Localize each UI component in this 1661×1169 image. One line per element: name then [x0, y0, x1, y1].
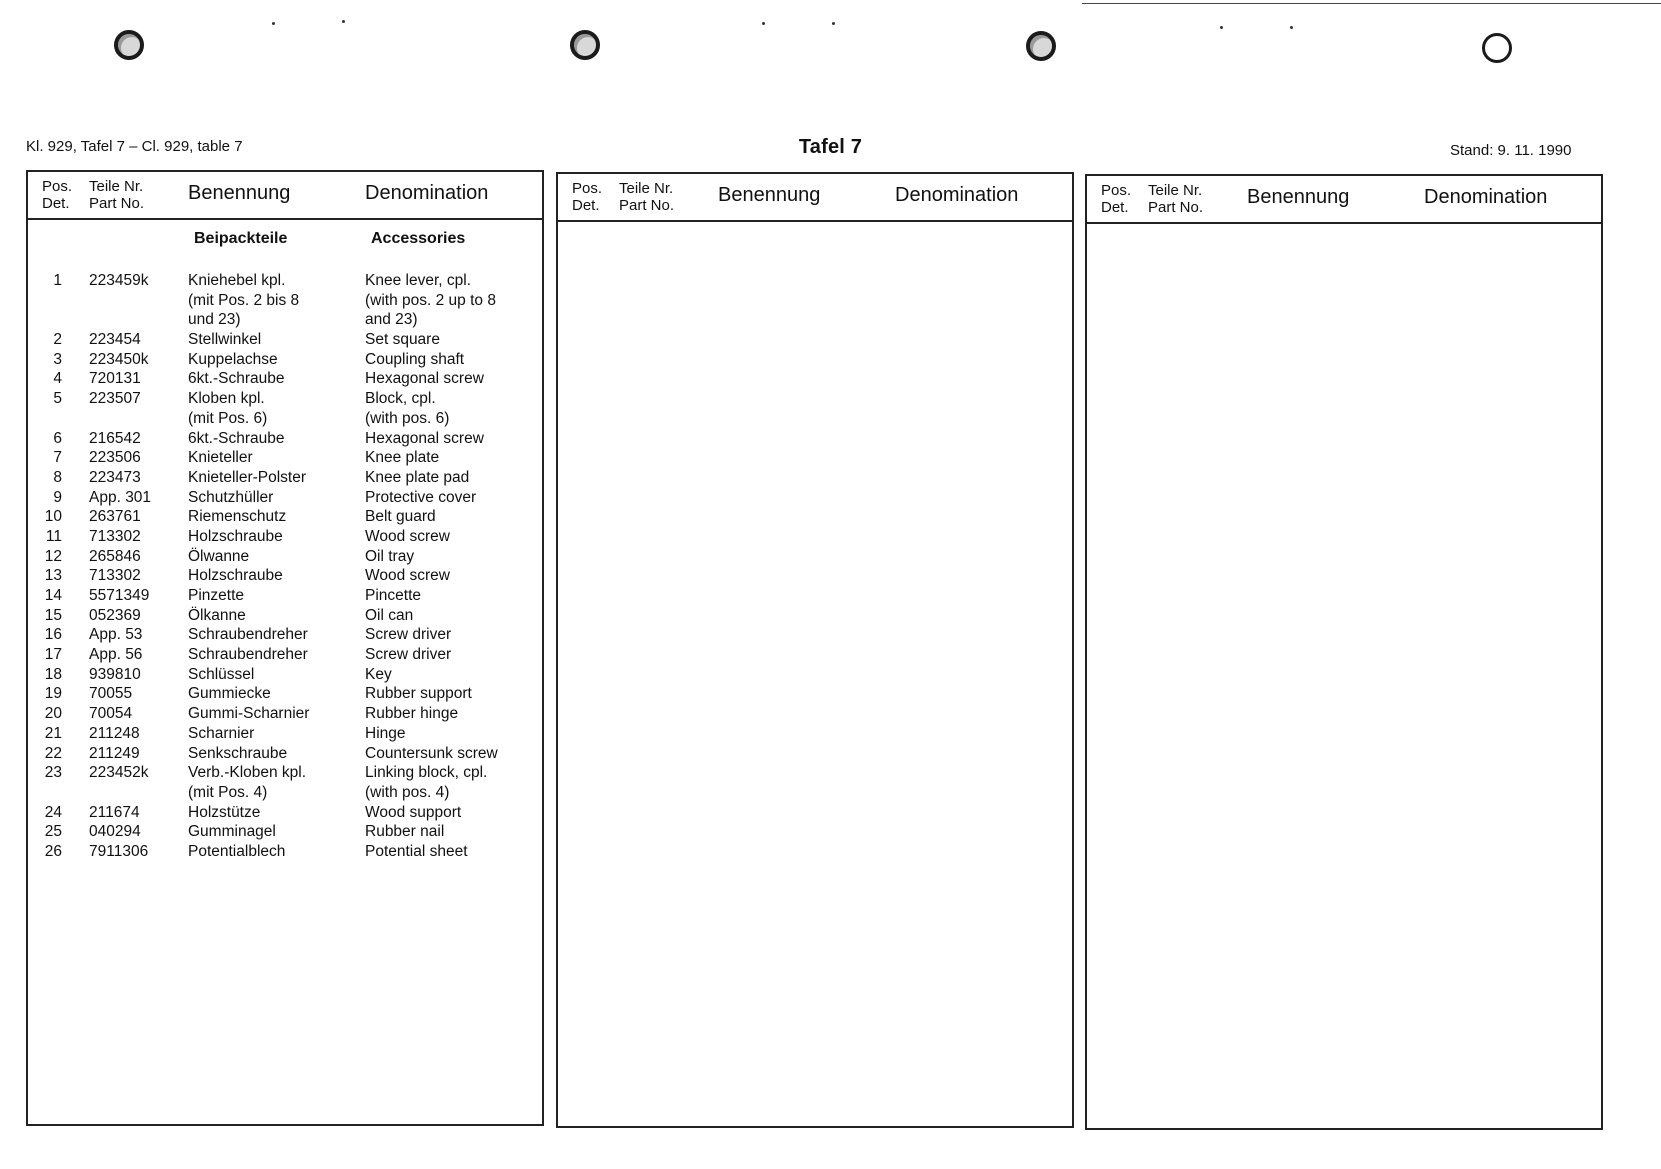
- benennung-cell: [188, 704, 309, 724]
- document-reference: Kl. 929, Tafel 7 – Cl. 929, table 7: [26, 138, 243, 155]
- table-row: [28, 606, 542, 626]
- part-number: App. 301: [89, 488, 152, 506]
- benennung-line: Gumminagel: [188, 823, 276, 841]
- part-number: 939810: [89, 665, 141, 683]
- denomination-line: Hinge: [365, 724, 406, 742]
- pos-number: 16: [44, 626, 62, 644]
- pos-number: 10: [44, 508, 62, 526]
- benennung-line: Riemenschutz: [188, 508, 287, 526]
- denomination-cell: [365, 468, 469, 488]
- denomination-line: Coupling shaft: [365, 350, 465, 368]
- pos-number: 26: [44, 843, 62, 860]
- table-row: [28, 507, 542, 527]
- benennung-cell: [188, 468, 306, 488]
- scan-speck: [832, 22, 835, 25]
- table-row: [28, 350, 542, 370]
- denomination-line: Set square: [365, 331, 440, 349]
- pos-number: 1: [53, 272, 62, 289]
- benennung-cell: [188, 645, 308, 665]
- table-row: [28, 448, 542, 468]
- denomination-cell: [365, 547, 414, 567]
- scan-speck: [762, 22, 765, 25]
- pos-number: 20: [44, 705, 62, 723]
- part-number: 223450k: [89, 350, 149, 368]
- pos-column-header: Pos. Det.: [42, 178, 73, 212]
- denomination-cell: [365, 842, 468, 862]
- pos-number: 17: [44, 646, 62, 664]
- punch-hole-4: [1482, 33, 1512, 63]
- part-number: 223473: [89, 468, 141, 486]
- table-row: [28, 547, 542, 567]
- denomination-line: Countersunk screw: [365, 744, 498, 762]
- denomination-line: Hexagonal screw: [365, 370, 484, 388]
- part-number: 713302: [89, 567, 141, 585]
- benennung-cell: [188, 724, 254, 744]
- pos-number: 9: [53, 488, 62, 506]
- pos-number: 6: [53, 429, 62, 447]
- benennung-cell: [188, 547, 249, 567]
- part-number: 70054: [89, 705, 133, 723]
- denomination-line: Knee plate: [365, 449, 440, 467]
- part-number: 223452k: [89, 764, 149, 782]
- benennung-cell: [188, 330, 261, 350]
- table-row: [28, 488, 542, 508]
- benennung-column-header: Benennung: [1247, 186, 1350, 208]
- benennung-cell: [188, 586, 244, 606]
- benennung-line: Kniehebel kpl.: [188, 272, 286, 289]
- denomination-cell: [365, 586, 421, 606]
- benennung-cell: [188, 527, 283, 547]
- benennung-cell: [188, 684, 271, 704]
- denomination-cell: [365, 684, 472, 704]
- panel-header: [1087, 176, 1601, 224]
- benennung-line: Holzschraube: [188, 567, 283, 585]
- part-number: 70055: [89, 685, 133, 703]
- denomination-line: Block, cpl.: [365, 390, 436, 408]
- benennung-line: (mit Pos. 2 bis 8: [188, 291, 300, 309]
- part-number: 263761: [89, 508, 141, 526]
- part-number: 211248: [89, 724, 140, 742]
- pos-number: 15: [44, 606, 62, 624]
- table-row: [28, 763, 542, 802]
- pos-number: 5: [53, 390, 62, 408]
- part-no-column-header: Teile Nr. Part No.: [1148, 182, 1204, 216]
- pos-number: 4: [53, 370, 62, 388]
- denomination-column-header: Denomination: [365, 182, 489, 204]
- benennung-cell: [188, 507, 286, 527]
- denomination-cell: [365, 606, 413, 626]
- benennung-line: Knieteller: [188, 449, 253, 467]
- table-row: [28, 468, 542, 488]
- denomination-line: Wood screw: [365, 527, 450, 545]
- denomination-line: Protective cover: [365, 488, 477, 506]
- revision-date: Stand: 9. 11. 1990: [1450, 142, 1572, 159]
- benennung-line: Gummiecke: [188, 685, 271, 703]
- benennung-cell: [188, 625, 308, 645]
- benennung-line: Gummi-Scharnier: [188, 705, 310, 723]
- denomination-cell: [365, 448, 439, 468]
- benennung-line: Senkschraube: [188, 744, 288, 762]
- benennung-line: Scharnier: [188, 724, 255, 742]
- denomination-cell: [365, 488, 476, 508]
- pos-number: 8: [53, 468, 62, 486]
- denomination-line: Wood screw: [365, 567, 450, 585]
- benennung-cell: [188, 744, 287, 764]
- parts-panel-3: [1085, 174, 1603, 1130]
- pos-number: 3: [53, 350, 62, 368]
- part-number: 713302: [89, 527, 141, 545]
- denomination-cell: [365, 645, 451, 665]
- benennung-cell: [188, 389, 267, 428]
- denomination-line: Belt guard: [365, 508, 436, 526]
- parts-list: [28, 271, 542, 862]
- benennung-cell: [188, 842, 285, 862]
- benennung-line: Holzschraube: [188, 527, 283, 545]
- table-row: [28, 704, 542, 724]
- benennung-column-header: Benennung: [188, 182, 291, 204]
- section-heading-en: Accessories: [371, 230, 466, 247]
- denomination-line: Wood support: [365, 803, 462, 821]
- denomination-cell: [365, 527, 450, 547]
- benennung-cell: [188, 822, 276, 842]
- part-number: App. 56: [89, 646, 143, 664]
- pos-number: 24: [44, 803, 62, 821]
- benennung-line: 6kt.-Schraube: [188, 370, 285, 388]
- benennung-cell: [188, 369, 285, 389]
- pos-number: 13: [44, 567, 62, 585]
- benennung-line: Pinzette: [188, 587, 245, 605]
- panel-header: [28, 172, 542, 220]
- punch-hole-2: [570, 30, 600, 60]
- pos-number: 12: [44, 547, 62, 565]
- denomination-line: (with pos. 4): [365, 783, 450, 801]
- benennung-cell: [188, 488, 273, 508]
- pos-number: 22: [44, 744, 62, 762]
- table-row: [28, 645, 542, 665]
- pos-number: 21: [44, 724, 62, 742]
- denomination-column-header: Denomination: [895, 184, 1019, 206]
- scan-speck: [272, 22, 275, 25]
- benennung-line: Schutzhüller: [188, 488, 274, 506]
- benennung-line: Holzstütze: [188, 803, 261, 821]
- denomination-cell: [365, 744, 498, 764]
- table-row: [28, 429, 542, 449]
- denomination-line: Knee plate pad: [365, 468, 470, 486]
- pos-number: 19: [44, 685, 62, 703]
- benennung-cell: [188, 566, 283, 586]
- part-number: 265846: [89, 547, 141, 565]
- benennung-cell: [188, 448, 253, 468]
- table-row: [28, 724, 542, 744]
- pos-number: 2: [53, 331, 62, 349]
- denomination-line: Screw driver: [365, 646, 452, 664]
- table-row: [28, 822, 542, 842]
- benennung-line: Kuppelachse: [188, 350, 278, 368]
- denomination-cell: [365, 724, 406, 744]
- table-row: [28, 389, 542, 428]
- pos-number: 23: [44, 764, 62, 782]
- part-no-column-header: Teile Nr. Part No.: [89, 178, 145, 212]
- denomination-cell: [365, 822, 444, 842]
- part-number: 211249: [89, 744, 140, 762]
- parts-panel-2: [556, 172, 1074, 1128]
- benennung-line: Ölwanne: [188, 547, 250, 565]
- table-row: [28, 625, 542, 645]
- benennung-line: (mit Pos. 4): [188, 783, 268, 801]
- denomination-line: Rubber nail: [365, 823, 445, 841]
- benennung-line: Ölkanne: [188, 606, 246, 624]
- denomination-cell: [365, 271, 496, 330]
- scan-speck: [342, 20, 345, 23]
- part-number: 040294: [89, 823, 141, 841]
- denomination-cell: [365, 704, 458, 724]
- denomination-cell: [365, 566, 450, 586]
- part-number: App. 53: [89, 626, 143, 644]
- table-row: [28, 803, 542, 823]
- part-number: 7911306: [89, 843, 149, 860]
- table-row: [28, 684, 542, 704]
- benennung-line: Schlüssel: [188, 665, 255, 683]
- part-number: 052369: [89, 606, 141, 624]
- table-row: [28, 527, 542, 547]
- benennung-line: 6kt.-Schraube: [188, 429, 285, 447]
- pos-column-header: Pos. Det.: [572, 180, 603, 214]
- part-number: 216542: [89, 429, 141, 447]
- pos-number: 18: [44, 665, 62, 683]
- denomination-line: Pincette: [365, 587, 422, 605]
- panel-header: [558, 174, 1072, 222]
- pos-number: 25: [44, 823, 62, 841]
- denomination-cell: [365, 429, 484, 449]
- table-row: [28, 566, 542, 586]
- scan-speck: [1220, 26, 1223, 29]
- benennung-line: Stellwinkel: [188, 331, 262, 349]
- denomination-cell: [365, 389, 449, 428]
- benennung-line: Knieteller-Polster: [188, 468, 307, 486]
- denomination-line: Oil can: [365, 606, 414, 624]
- benennung-cell: [188, 665, 254, 685]
- benennung-cell: [188, 803, 260, 823]
- table-row: [28, 330, 542, 350]
- benennung-line: (mit Pos. 6): [188, 409, 268, 427]
- punch-hole-1: [114, 30, 144, 60]
- scan-speck: [1290, 26, 1293, 29]
- benennung-line: und 23): [188, 311, 241, 329]
- pos-number: 11: [45, 527, 62, 545]
- benennung-line: Schraubendreher: [188, 626, 308, 644]
- part-number: 211674: [89, 803, 140, 821]
- part-number: 223454: [89, 331, 141, 349]
- denomination-line: Potential sheet: [365, 843, 468, 860]
- denomination-line: Screw driver: [365, 626, 452, 644]
- denomination-cell: [365, 803, 461, 823]
- denomination-cell: [365, 763, 487, 802]
- pos-number: 7: [53, 449, 62, 467]
- denomination-line: (with pos. 2 up to 8: [365, 291, 496, 309]
- denomination-line: Oil tray: [365, 547, 415, 565]
- denomination-cell: [365, 350, 464, 370]
- benennung-cell: [188, 429, 285, 449]
- benennung-cell: [188, 271, 299, 330]
- denomination-column-header: Denomination: [1424, 186, 1548, 208]
- table-row: [28, 665, 542, 685]
- denomination-line: Linking block, cpl.: [365, 764, 488, 782]
- scan-edge-line: [1082, 3, 1661, 4]
- punch-hole-3: [1026, 31, 1056, 61]
- denomination-line: Knee lever, cpl.: [365, 272, 471, 289]
- benennung-cell: [188, 350, 278, 370]
- pos-column-header: Pos. Det.: [1101, 182, 1132, 216]
- table-row: [28, 744, 542, 764]
- part-number: 720131: [89, 370, 141, 388]
- benennung-cell: [188, 606, 246, 626]
- benennung-column-header: Benennung: [718, 184, 821, 206]
- part-number: 223506: [89, 449, 141, 467]
- part-number: 223459k: [89, 272, 149, 289]
- benennung-line: Verb.-Kloben kpl.: [188, 764, 307, 782]
- part-no-column-header: Teile Nr. Part No.: [619, 180, 675, 214]
- page-title: Tafel 7: [798, 136, 863, 158]
- table-row: [28, 369, 542, 389]
- benennung-cell: [188, 763, 306, 802]
- section-heading-de: Beipackteile: [194, 230, 288, 247]
- denomination-line: and 23): [365, 311, 418, 329]
- denomination-line: (with pos. 6): [365, 409, 450, 427]
- pos-number: 14: [44, 587, 62, 605]
- denomination-cell: [365, 665, 392, 685]
- benennung-line: Potentialblech: [188, 843, 286, 860]
- table-row: [28, 842, 542, 862]
- parts-panel-1: [26, 170, 544, 1126]
- benennung-line: Kloben kpl.: [188, 390, 265, 408]
- part-number: 223507: [89, 390, 141, 408]
- denomination-line: Rubber hinge: [365, 705, 459, 723]
- benennung-line: Schraubendreher: [188, 646, 308, 664]
- table-row: [28, 586, 542, 606]
- table-row: [28, 271, 542, 330]
- denomination-line: Rubber support: [365, 685, 472, 703]
- denomination-cell: [365, 625, 451, 645]
- part-number: 5571349: [89, 587, 150, 605]
- denomination-cell: [365, 369, 484, 389]
- denomination-cell: [365, 330, 440, 350]
- denomination-line: Key: [365, 665, 392, 683]
- denomination-line: Hexagonal screw: [365, 429, 484, 447]
- denomination-cell: [365, 507, 436, 527]
